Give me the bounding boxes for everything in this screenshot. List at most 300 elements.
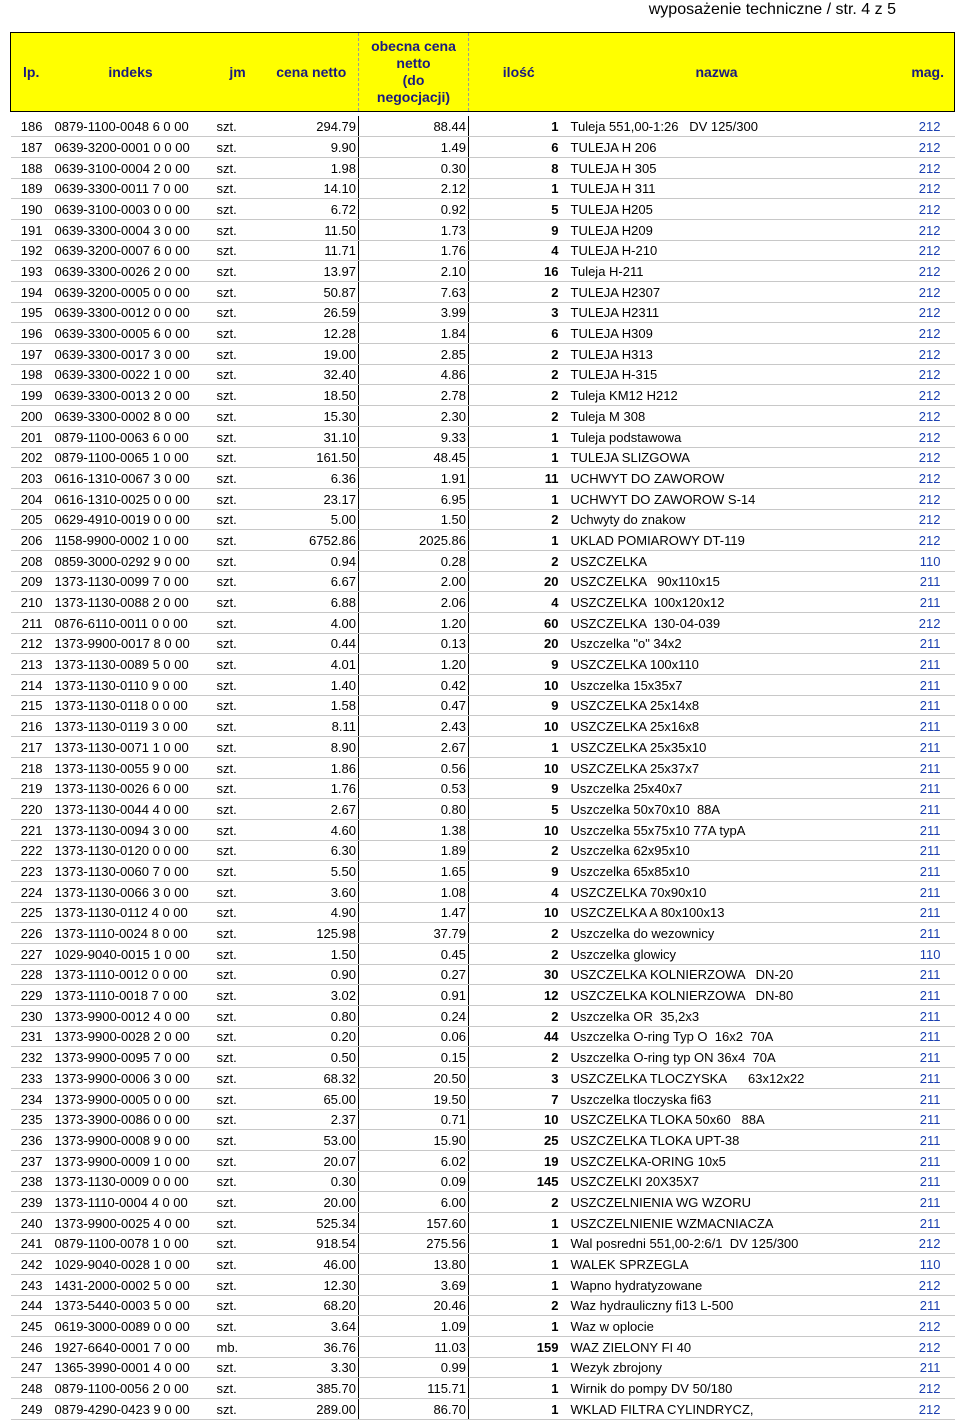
cell-mag: 212 [865,240,955,261]
cell-ilosc: 11 [469,468,569,489]
cell-jm: szt. [211,923,265,944]
cell-nazwa: Uszczelka 62x95x10 [569,840,865,861]
cell-mag: 212 [865,1399,955,1420]
cell-ilosc: 10 [469,819,569,840]
cell-jm: szt. [211,219,265,240]
table-row[interactable] [11,302,955,323]
cell-mag: 211 [865,737,955,758]
cell-jm: szt. [211,757,265,778]
col-header-nazwa[interactable]: nazwa [569,33,865,112]
cell-indeks: 0639-3200-0001 0 0 00 [51,137,211,158]
table-row[interactable] [11,1171,955,1192]
cell-indeks: 0639-3200-0007 6 0 00 [51,240,211,261]
cell-nazwa: Waz w oplocie [569,1316,865,1337]
col-header-jm[interactable]: jm [211,33,265,112]
cell-indeks: 1373-1130-0060 7 0 00 [51,861,211,882]
table-row[interactable] [11,240,955,261]
cell-obecna: 20.50 [359,1068,469,1089]
cell-indeks: 1373-9900-0012 4 0 00 [51,1006,211,1027]
cell-jm: szt. [211,592,265,613]
cell-cena: 3.30 [265,1357,359,1378]
table-row[interactable] [11,695,955,716]
table-row[interactable] [11,923,955,944]
cell-lp: 208 [11,550,51,571]
cell-lp: 201 [11,426,51,447]
cell-ilosc: 1 [469,426,569,447]
table-row[interactable] [11,737,955,758]
cell-indeks: 1373-9900-0017 8 0 00 [51,633,211,654]
cell-nazwa: TULEJA H209 [569,219,865,240]
table-row[interactable] [11,778,955,799]
cell-ilosc: 1 [469,530,569,551]
cell-mag: 211 [865,902,955,923]
table-row[interactable] [11,178,955,199]
table-row[interactable] [11,199,955,220]
cell-lp: 195 [11,302,51,323]
cell-mag: 211 [865,1130,955,1151]
table-row[interactable] [11,881,955,902]
cell-jm: szt. [211,1130,265,1151]
cell-ilosc: 4 [469,881,569,902]
cell-lp: 228 [11,964,51,985]
table-row[interactable] [11,1254,955,1275]
cell-nazwa: WALEK SPRZEGLA [569,1254,865,1275]
cell-jm: szt. [211,1378,265,1399]
cell-lp: 234 [11,1088,51,1109]
cell-ilosc: 2 [469,1006,569,1027]
cell-mag: 212 [865,116,955,137]
cell-cena: 6752.86 [265,530,359,551]
table-row[interactable] [11,1316,955,1337]
cell-cena: 20.07 [265,1150,359,1171]
cell-jm: szt. [211,1212,265,1233]
cell-indeks: 1373-1130-0088 2 0 00 [51,592,211,613]
cell-nazwa: Uszczelka do wezownicy [569,923,865,944]
col-header-mag[interactable]: mag. [865,33,955,112]
cell-cena: 4.60 [265,819,359,840]
cell-obecna: 6.00 [359,1192,469,1213]
table-row[interactable] [11,1399,955,1420]
cell-indeks: 1927-6640-0001 7 0 00 [51,1337,211,1358]
cell-mag: 211 [865,633,955,654]
cell-mag: 110 [865,944,955,965]
cell-nazwa: TULEJA H 206 [569,137,865,158]
cell-obecna: 2.67 [359,737,469,758]
cell-indeks: 1158-9900-0002 1 0 00 [51,530,211,551]
table-row[interactable] [11,613,955,634]
cell-lp: 226 [11,923,51,944]
table-row[interactable] [11,530,955,551]
cell-jm: szt. [211,364,265,385]
cell-indeks: 1029-9040-0028 1 0 00 [51,1254,211,1275]
cell-cena: 0.20 [265,1026,359,1047]
cell-ilosc: 10 [469,1109,569,1130]
table-row[interactable] [11,1006,955,1027]
cell-cena: 0.90 [265,964,359,985]
table-row[interactable] [11,840,955,861]
table-row[interactable] [11,344,955,365]
cell-cena: 14.10 [265,178,359,199]
cell-lp: 186 [11,116,51,137]
table-row[interactable] [11,592,955,613]
cell-obecna: 0.24 [359,1006,469,1027]
cell-obecna: 2.06 [359,592,469,613]
table-row[interactable] [11,468,955,489]
cell-cena: 19.00 [265,344,359,365]
cell-lp: 215 [11,695,51,716]
cell-lp: 225 [11,902,51,923]
cell-ilosc: 1 [469,1275,569,1296]
cell-nazwa: TULEJA H 305 [569,157,865,178]
cell-indeks: 1373-1130-0110 9 0 00 [51,675,211,696]
cell-lp: 194 [11,282,51,303]
cell-obecna: 6.02 [359,1150,469,1171]
cell-lp: 218 [11,757,51,778]
cell-ilosc: 1 [469,1233,569,1254]
cell-obecna: 3.69 [359,1275,469,1296]
cell-mag: 212 [865,1233,955,1254]
cell-mag: 211 [865,819,955,840]
cell-mag: 211 [865,923,955,944]
cell-cena: 525.34 [265,1212,359,1233]
cell-indeks: 0639-3100-0003 0 0 00 [51,199,211,220]
table-row[interactable] [11,675,955,696]
table-row[interactable] [11,364,955,385]
cell-lp: 206 [11,530,51,551]
cell-cena: 4.90 [265,902,359,923]
cell-lp: 222 [11,840,51,861]
cell-obecna: 0.80 [359,799,469,820]
cell-nazwa: USZCZELKA KOLNIERZOWA DN-80 [569,985,865,1006]
cell-nazwa: Uszczelka OR 35,2x3 [569,1006,865,1027]
cell-lp: 216 [11,716,51,737]
cell-nazwa: Uszczelka 25x40x7 [569,778,865,799]
cell-indeks: 1373-9900-0028 2 0 00 [51,1026,211,1047]
cell-mag: 211 [865,654,955,675]
cell-cena: 53.00 [265,1130,359,1151]
cell-ilosc: 2 [469,364,569,385]
col-header-indeks[interactable]: indeks [51,33,211,112]
cell-mag: 212 [865,364,955,385]
table-row[interactable] [11,323,955,344]
cell-jm: szt. [211,1233,265,1254]
table-row[interactable] [11,1337,955,1358]
cell-mag: 212 [865,282,955,303]
table-row[interactable] [11,219,955,240]
table-row[interactable] [11,1026,955,1047]
cell-lp: 244 [11,1295,51,1316]
cell-obecna: 0.27 [359,964,469,985]
cell-jm: szt. [211,447,265,468]
cell-ilosc: 1 [469,116,569,137]
cell-obecna: 1.73 [359,219,469,240]
cell-indeks: 1373-9900-0006 3 0 00 [51,1068,211,1089]
cell-ilosc: 4 [469,240,569,261]
cell-lp: 247 [11,1357,51,1378]
cell-ilosc: 16 [469,261,569,282]
cell-lp: 248 [11,1378,51,1399]
cell-nazwa: USZCZELKA TLOKA UPT-38 [569,1130,865,1151]
cell-mag: 212 [865,302,955,323]
col-header-ilosc[interactable]: ilość [469,33,569,112]
table-row[interactable] [11,985,955,1006]
cell-ilosc: 25 [469,1130,569,1151]
cell-ilosc: 6 [469,323,569,344]
cell-ilosc: 1 [469,1399,569,1420]
cell-ilosc: 1 [469,1378,569,1399]
cell-cena: 68.20 [265,1295,359,1316]
table-row[interactable] [11,571,955,592]
cell-ilosc: 1 [469,1316,569,1337]
cell-jm: szt. [211,1295,265,1316]
cell-nazwa: USZCZELKA 25x16x8 [569,716,865,737]
cell-nazwa: Uszczelka glowicy [569,944,865,965]
cell-mag: 211 [865,1109,955,1130]
table-row[interactable] [11,716,955,737]
table-row[interactable] [11,819,955,840]
cell-lp: 188 [11,157,51,178]
cell-jm: szt. [211,530,265,551]
cell-cena: 15.30 [265,406,359,427]
cell-obecna: 48.45 [359,447,469,468]
table-row[interactable] [11,157,955,178]
cell-mag: 212 [865,488,955,509]
cell-nazwa: Wirnik do pompy DV 50/180 [569,1378,865,1399]
cell-lp: 221 [11,819,51,840]
table-row[interactable] [11,488,955,509]
cell-jm: szt. [211,716,265,737]
cell-indeks: 1373-9900-0005 0 0 00 [51,1088,211,1109]
col-header-obecna[interactable] [359,33,469,112]
cell-lp: 232 [11,1047,51,1068]
table-row[interactable] [11,633,955,654]
cell-cena: 3.64 [265,1316,359,1337]
table-row[interactable] [11,550,955,571]
cell-nazwa: TULEJA H-315 [569,364,865,385]
cell-mag: 212 [865,1316,955,1337]
cell-ilosc: 10 [469,902,569,923]
cell-indeks: 1365-3990-0001 4 0 00 [51,1357,211,1378]
cell-lp: 203 [11,468,51,489]
cell-jm: szt. [211,778,265,799]
cell-obecna: 275.56 [359,1233,469,1254]
cell-obecna: 2.12 [359,178,469,199]
cell-lp: 242 [11,1254,51,1275]
table-row[interactable] [11,1068,955,1089]
cell-nazwa: Uszczelka tloczyska fi63 [569,1088,865,1109]
cell-indeks: 1373-1130-0009 0 0 00 [51,1171,211,1192]
cell-lp: 245 [11,1316,51,1337]
table-row[interactable] [11,1109,955,1130]
table-row[interactable] [11,964,955,985]
table-row[interactable] [11,426,955,447]
cell-indeks: 0619-3000-0089 0 0 00 [51,1316,211,1337]
cell-ilosc: 1 [469,178,569,199]
cell-ilosc: 44 [469,1026,569,1047]
table-row[interactable] [11,385,955,406]
cell-mag: 212 [865,178,955,199]
cell-lp: 189 [11,178,51,199]
table-row[interactable] [11,406,955,427]
cell-ilosc: 2 [469,944,569,965]
cell-obecna: 0.42 [359,675,469,696]
cell-ilosc: 1 [469,488,569,509]
cell-lp: 219 [11,778,51,799]
cell-cena: 3.60 [265,881,359,902]
cell-cena: 5.50 [265,861,359,882]
cell-cena: 294.79 [265,116,359,137]
cell-mag: 211 [865,799,955,820]
table-row[interactable] [11,1047,955,1068]
cell-lp: 199 [11,385,51,406]
cell-lp: 213 [11,654,51,675]
table-row[interactable] [11,1378,955,1399]
cell-obecna: 0.91 [359,985,469,1006]
cell-ilosc: 12 [469,985,569,1006]
cell-nazwa: USZCZELKA 100x120x12 [569,592,865,613]
table-row[interactable] [11,1357,955,1378]
cell-indeks: 1373-1130-0071 1 0 00 [51,737,211,758]
cell-indeks: 0639-3300-0026 2 0 00 [51,261,211,282]
cell-ilosc: 10 [469,675,569,696]
cell-obecna: 2.78 [359,385,469,406]
table-row[interactable] [11,861,955,882]
table-row[interactable] [11,757,955,778]
cell-cena: 8.90 [265,737,359,758]
cell-ilosc: 9 [469,861,569,882]
cell-ilosc: 10 [469,757,569,778]
cell-jm: szt. [211,1150,265,1171]
table-row[interactable] [11,1212,955,1233]
cell-nazwa: WAZ ZIELONY FI 40 [569,1337,865,1358]
cell-obecna: 1.20 [359,613,469,634]
cell-jm: szt. [211,1316,265,1337]
cell-obecna: 2.00 [359,571,469,592]
cell-obecna: 1.38 [359,819,469,840]
cell-nazwa: TULEJA H2311 [569,302,865,323]
cell-obecna: 7.63 [359,282,469,303]
cell-mag: 211 [865,861,955,882]
cell-cena: 289.00 [265,1399,359,1420]
table-row[interactable] [11,944,955,965]
cell-obecna: 1.49 [359,137,469,158]
table-row[interactable] [11,1130,955,1151]
cell-lp: 246 [11,1337,51,1358]
table-row[interactable] [11,261,955,282]
cell-cena: 2.37 [265,1109,359,1130]
cell-lp: 210 [11,592,51,613]
col-header-lp[interactable]: lp. [11,33,51,112]
cell-lp: 238 [11,1171,51,1192]
table-row[interactable] [11,902,955,923]
cell-jm: szt. [211,488,265,509]
cell-jm: szt. [211,902,265,923]
cell-indeks: 0639-3300-0002 8 0 00 [51,406,211,427]
cell-nazwa: TULEJA H 311 [569,178,865,199]
cell-lp: 231 [11,1026,51,1047]
cell-jm: szt. [211,323,265,344]
cell-ilosc: 8 [469,157,569,178]
table-row[interactable] [11,447,955,468]
cell-mag: 211 [865,592,955,613]
cell-mag: 211 [865,985,955,1006]
cell-cena: 23.17 [265,488,359,509]
cell-obecna: 11.03 [359,1337,469,1358]
cell-obecna: 1.47 [359,902,469,923]
table-row[interactable] [11,509,955,530]
cell-jm: szt. [211,819,265,840]
cell-mag: 211 [865,1047,955,1068]
cell-mag: 110 [865,1254,955,1275]
cell-nazwa: USZCZELKA 130-04-039 [569,613,865,634]
cell-nazwa: USZCZELKA 25x35x10 [569,737,865,758]
cell-lp: 230 [11,1006,51,1027]
cell-indeks: 0879-1100-0065 1 0 00 [51,447,211,468]
table-row[interactable] [11,799,955,820]
table-row[interactable] [11,1295,955,1316]
cell-obecna: 157.60 [359,1212,469,1233]
cell-obecna: 1.65 [359,861,469,882]
table-row[interactable] [11,654,955,675]
cell-indeks: 1373-9900-0095 7 0 00 [51,1047,211,1068]
cell-mag: 211 [865,571,955,592]
cell-cena: 1.58 [265,695,359,716]
cell-nazwa: Tuleja KM12 H212 [569,385,865,406]
cell-cena: 20.00 [265,1192,359,1213]
cell-mag: 211 [865,1026,955,1047]
table-row[interactable] [11,1275,955,1296]
cell-ilosc: 1 [469,447,569,468]
cell-jm: szt. [211,633,265,654]
cell-nazwa: Tuleja podstawowa [569,426,865,447]
cell-lp: 200 [11,406,51,427]
cell-ilosc: 145 [469,1171,569,1192]
table-row[interactable] [11,1233,955,1254]
cell-cena: 161.50 [265,447,359,468]
cell-indeks: 0616-1310-0067 3 0 00 [51,468,211,489]
table-row[interactable] [11,1192,955,1213]
cell-ilosc: 20 [469,633,569,654]
cell-ilosc: 2 [469,550,569,571]
cell-indeks: 0639-3300-0017 3 0 00 [51,344,211,365]
cell-cena: 32.40 [265,364,359,385]
cell-ilosc: 9 [469,695,569,716]
cell-nazwa: Uchwyty do znakow [569,509,865,530]
cell-lp: 227 [11,944,51,965]
cell-cena: 0.30 [265,1171,359,1192]
table-row[interactable] [11,282,955,303]
cell-cena: 6.72 [265,199,359,220]
cell-nazwa: Uszczelka O-ring typ ON 36x4 70A [569,1047,865,1068]
cell-indeks: 1373-1130-0099 7 0 00 [51,571,211,592]
cell-lp: 211 [11,613,51,634]
col-header-cena[interactable]: cena netto [265,33,359,112]
table-header-row [11,33,955,112]
cell-indeks: 1373-5440-0003 5 0 00 [51,1295,211,1316]
col-header-obecna-line1: obecna cena netto [371,38,456,71]
table-row[interactable] [11,116,955,137]
cell-obecna: 2.30 [359,406,469,427]
cell-jm: szt. [211,1357,265,1378]
cell-nazwa: Uszczelka 15x35x7 [569,675,865,696]
table-row[interactable] [11,1150,955,1171]
cell-mag: 212 [865,447,955,468]
cell-lp: 196 [11,323,51,344]
cell-indeks: 1373-1110-0012 0 0 00 [51,964,211,985]
table-row[interactable] [11,1088,955,1109]
cell-lp: 243 [11,1275,51,1296]
table-row[interactable] [11,137,955,158]
